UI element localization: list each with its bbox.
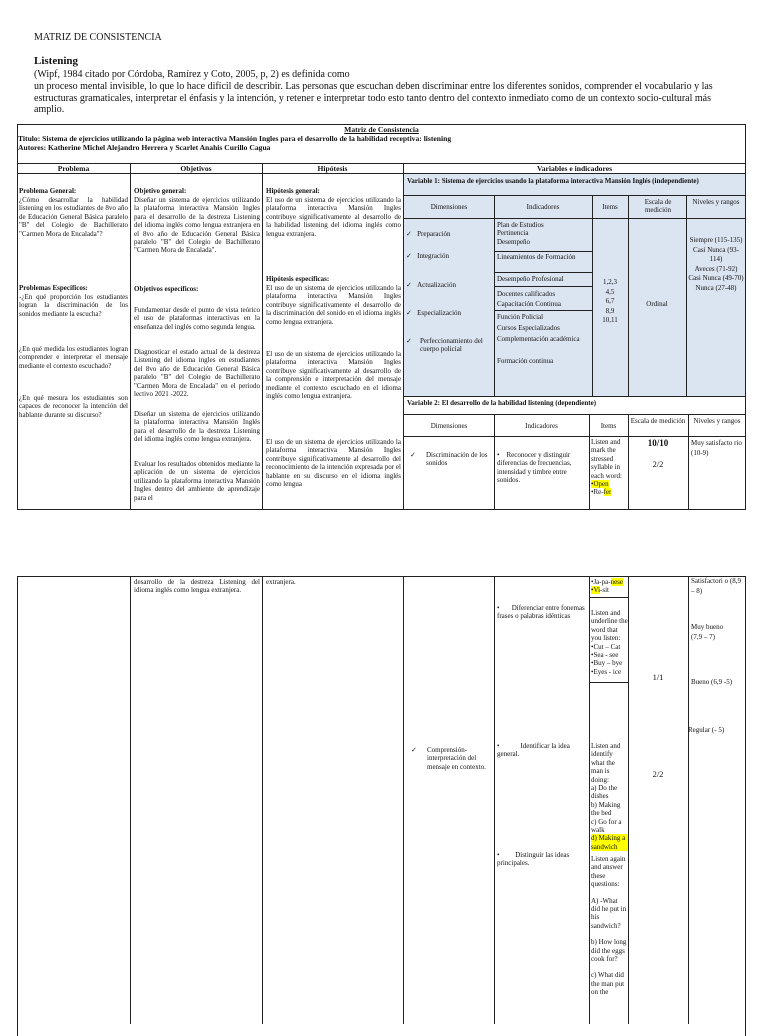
v2-item-1-cont: •Ja-pa-nese •Vi-sit (591, 578, 624, 595)
objetivo-esp-1: Fundamentar desde el punto de vista teórico el uso de plataformas interactivas en la enseñanza del inglés como segunda lengua. (134, 306, 260, 331)
v1-col-items: Items (602, 203, 618, 211)
v1-ind-lineamientos: Lineamientos de Formación (497, 253, 576, 261)
v1-col-dimensiones: Dimensiones (430, 203, 468, 211)
v1-items: 1,2,3 4,5 6,7 8,9 10,11 (602, 278, 618, 324)
v2-ind-reconocer: • Reconocer y distinguir diferencias de frecuencias, intensidad y timbre entre sonidos. (497, 451, 572, 485)
v1-ind-complementacion: Complementación académica (497, 335, 580, 343)
matrix-titulo: Titulo: Sistema de ejercicios utilizando la página web interactiva Mansión Ingles para el desarrollo de la habilidad receptiva: listening (18, 134, 452, 143)
v2-nivel-regular: Regular (- 5) (688, 726, 725, 734)
v2-col-escala: Escala de medición (630, 417, 686, 425)
objetivo-esp-2: Diagnosticar el estado actual de la destreza Listening del idioma ingles en estudiantes del 8vo año de Educación General Básica paralelo "B" del Colegio de Bachillerato "Carmen Mora de Encalada" en el periodo lectivo 2021 -2022. (134, 348, 260, 399)
v2-col-items: Items (600, 422, 617, 430)
v1-dim-integracion: ✓ Integración (406, 252, 449, 260)
hipotesis-esp-2: El uso de un sistema de ejercicios utilizando la plataforma interactiva Mansión Ingles contribuye significativamente al desarrollo de la comprensión e interpretación del mensaje mediante el contexto escuchado en el idioma inglés como lengua extranjera. (266, 350, 401, 401)
matrix-autores: Autores: Katherine Michel Alejandro Herrera y Scarlet Anahis Curillo Cagua (18, 143, 271, 152)
v1-col-niveles: Niveles y rangos (692, 198, 740, 206)
objetivo-general: Diseñar un sistema de ejercicios utilizando la plataforma interactiva Mansión Ingles para el desarrollo de la destreza Listening del idioma inglés como lengua extranjera en el 8vo año de Educación General Básica paralelo "B" del Colegio de Bachillerato "Carmen Mora de Encalada". (134, 196, 260, 255)
header-hipotesis: Hipótesis (317, 164, 348, 173)
v1-dim-especializacion: ✓ Especialización (406, 309, 462, 317)
v2-dim-comprension: ✓ Comprensión-interpretación del mensaje en contexto. (411, 746, 486, 771)
problema-esp-3: ¿En qué mesura los estudiantes son capaces de reconocer la intención del hablante durante su discurso? (19, 394, 128, 419)
page-title: MATRIZ DE CONSISTENCIA (34, 32, 162, 43)
hipotesis-general-label: Hipótesis general: (266, 187, 320, 195)
problema-esp-2: ¿En qué medida los estudiantes logran comprender e interpretar el mensaje mediante el contexto escuchado? (19, 345, 128, 370)
v2-nivel-1: Muy satisfacto rio (10-9) (691, 439, 742, 457)
v2-item-1: Listen and mark the stressed syllable in each word: •Open •Re-fer (591, 438, 622, 497)
v2-nivel-bueno: Bueno (6,9 -5) (691, 678, 733, 686)
variable-2-title: Variable 2: El desarrollo de la habilidad listening (dependiente) (407, 399, 597, 407)
hipotesis-especificas-label: Hipótesis específicas: (266, 275, 330, 283)
hipotesis-esp-3: El uso de un sistema de ejercicios utilizando la plataforma interactiva Mansión Ingles contribuye significativamente al desarrollo del reconocimiento de la intención expresada por el hablante en su discurso en el idioma inglés como lengua (266, 438, 401, 489)
problema-general: ¿Cómo desarrollar la habilidad listening en los estudiantes de 8vo año de Educación General Básica paralelo "B" del Colegio de Bachillerato "Carmen Mora de Encalada"? (19, 196, 128, 238)
v1-escala: Ordinal (646, 300, 668, 308)
objetivo-general-label: Objetivo general: (134, 187, 187, 195)
problema-esp-1: -¿En qué proporción los estudiantes logran la discriminación de los sonidos mediante la escucha? (19, 293, 128, 318)
v2-item-2: Listen and underline the word that you listen: •Cut – Cat •Sea - see •Buy – bye •Eyes - ice (591, 609, 628, 676)
v2-col-niveles: Niveles y rangos (693, 417, 741, 425)
v1-ind-docentes: Docentes calificados (497, 290, 556, 298)
variable-1-title: Variable 1: Sistema de ejercicios usando la plataforma interactiva Mansión Inglés (independiente) (407, 177, 699, 185)
v1-col-indicadores: Indicadores (526, 203, 560, 211)
hipotesis-esp-3-cont: extranjera. (266, 578, 296, 586)
v1-col-escala: Escala de medición (644, 198, 672, 215)
objetivos-especificos-label: Objetivos específicos: (134, 285, 199, 293)
v2-ind-diferenciar: • Diferenciar entre fonemas frases o palabras idénticas (497, 604, 585, 621)
objetivo-esp-3: Diseñar un sistema de ejercicios utilizando la plataforma interactiva Mansión Inglés para el desarrollo de la destreza Listening del idioma inglés como lengua extranjera. (134, 410, 260, 444)
v1-ind-desempeno-prof: Desempeño Profesional (497, 275, 564, 283)
header-variables: Variables e indicadores (536, 164, 613, 173)
v2-score-1b: 2/2 (652, 459, 664, 469)
v1-dim-preparacion: ✓ Preparación (406, 230, 451, 238)
header-objetivos: Objetivos (180, 164, 212, 173)
hipotesis-general: El uso de un sistema de ejercicios utilizando la plataforma interactiva Mansión Ingles contribuye significativamente al desarrollo de la habilidad listening del idioma inglés como lengua extranjera. (266, 196, 401, 238)
intro-paragraph: un proceso mental invisible, lo que lo hace difícil de describir. Las personas que escuchan deben discriminar entre los diferentes sonidos, comprender el vocabulario y las estructuras gramaticales, interpretar el énfasis y la intención, y retener e interpretar todo esto tanto dentro del contexto inmediato como de un contexto socio-cultural más amplio. (34, 81, 713, 115)
section-heading: Listening (34, 55, 79, 67)
v1-ind-funcion: Función Policial (497, 313, 544, 321)
v2-item-4: Listen again and answer these questions: A) -What did he put in his sandwich? b) How long did the eggs cook for? c) What did the man put on the (591, 855, 627, 997)
objetivo-esp-4: Evaluar los resultados obtenidos mediante la aplicación de un sistema de ejercicios utilizando la plataforma interactiva Mansión Ingles dentro del ambiente de aprendizaje para el (134, 460, 260, 502)
v1-niveles: Siempre (115-135) Casi Nunca (93-114) Aveces (71-92) Casi Nunca (49-70) Nunca (27-48) (688, 236, 744, 292)
v1-ind-capacitacion: Capacitación Continua (497, 300, 561, 308)
matrix-title: Matriz de Consistencia (344, 125, 419, 134)
matrix-table-continued (17, 576, 746, 1036)
v2-dim-discriminacion: ✓ Discriminación de los sonidos (410, 451, 488, 468)
citation: (Wipf, 1984 citado por Córdoba, Ramírez y Coto, 2005, p, 2) es definida como (34, 69, 350, 80)
v1-ind-formacion: Formación continua (497, 357, 554, 365)
v2-col-dimensiones: Dimensiones (430, 422, 468, 430)
v1-indicadores: Plan de Estudios Pertinencia Desempeño (497, 221, 544, 246)
v1-dim-perfeccionamiento: ✓ Perfeccionamiento del cuerpo policial (406, 337, 483, 354)
v2-score-2: 1/1 (652, 672, 664, 682)
v2-nivel-muy-bueno: Muy bueno (7,9 – 7) (691, 623, 724, 641)
v2-nivel-satisfactorio: Satisfactori o (8,9 – 8) (691, 577, 741, 595)
v2-score-3: 2/2 (652, 769, 664, 779)
v2-item-3: Listen and identify what the man is doing: a) Do the dishes b) Making the bed c) Go for a walk d) Making a sandwich (591, 742, 628, 851)
problemas-especificos-label: Problemas Específicos: (19, 284, 88, 292)
v1-ind-cursos: Cursos Especializados (497, 324, 560, 332)
v2-col-indicadores: Indicadores (525, 422, 558, 430)
v2-ind-idea-general: • Identificar la idea general. (497, 742, 570, 759)
v2-ind-ideas-principales: • Distinguir las ideas principales. (497, 851, 570, 868)
header-problema: Problema (57, 164, 90, 173)
v1-dim-actualizacion: ✓ Actualización (406, 281, 456, 289)
hipotesis-esp-1: El uso de un sistema de ejercicios utilizando la plataforma interactiva Mansión Ingles contribuye significativamente el desarrollo de la discriminación del sonido en el idioma inglés como lengua extranjera. (266, 284, 401, 326)
problema-general-label: Problema General: (19, 187, 77, 195)
v2-score-1: 10/10 (647, 438, 669, 448)
objetivo-esp-4-cont: desarrollo de la destreza Listening del idioma inglés como lengua extranjera. (134, 578, 260, 595)
